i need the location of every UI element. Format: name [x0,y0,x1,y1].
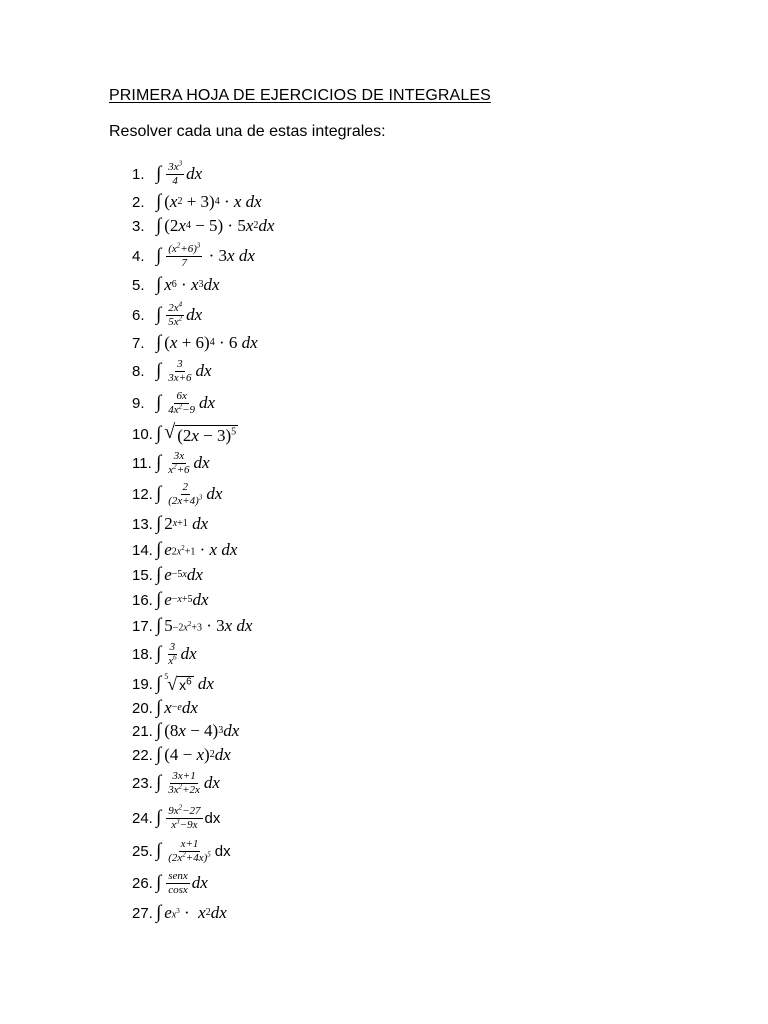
integral-expression: ∫ ( x + 6) 4 · 6 dx [156,332,258,353]
exercise-number: 12. [132,485,153,503]
integral-expression: ∫ $\frac{x+1}{(2x^2+4x)^5}$ dx [156,837,231,864]
exercise-number: 4. [132,247,145,265]
exercise-item [132,743,231,767]
integral-expression: ∫ e $x^3$ · x 2 dx [156,902,227,923]
exercise-item [132,299,203,328]
integral-expression: ∫ $\frac{3x}{x^2+6}$ dx [156,449,210,476]
exercise-item [132,696,198,720]
exercise-number: 23. [132,774,153,792]
integral-expression: ∫ $\frac{\text{senx}}{\cos x}$ dx [156,869,208,896]
integral-expression: ∫ x 6 · x 3 dx [156,274,220,295]
integral-expression: ∫ (4 − x ) 2 dx [156,744,231,765]
exercise-item [132,190,262,214]
exercise-number: 17. [132,617,153,635]
exercise-item [132,422,238,446]
integral-expression: ∫ (8 x − 4) 3 dx [156,720,240,741]
integral-expression: ∫ $\frac{(x^2+6)^3}{7}$ · 3 x dx [156,240,255,269]
exercise-item [132,331,258,355]
exercise-item [132,391,215,415]
integral-expression: ∫ e −5x dx [156,564,203,585]
exercise-number: 26. [132,874,153,892]
exercise-item [132,588,209,612]
exercise-item [132,538,237,562]
exercise-number: 21. [132,722,153,740]
integral-expression: ∫ √ $(2x - 3)^5$ [156,421,237,445]
exercise-number: 14. [132,541,153,559]
exercise-item [132,359,212,383]
exercise-number: 5. [132,276,145,294]
integral-expression: ∫ 5 $-2x^2+3$ · 3 x dx [156,615,253,636]
exercise-item [132,273,220,297]
exercise-item [132,771,220,795]
exercise-number: 3. [132,217,145,235]
exercise-number: 6. [132,306,145,324]
exercise-item [132,901,227,925]
integral-expression: ∫ $\frac{3}{x^6}$ dx [156,640,197,667]
integral-expression: ∫ 5 √ $x^6$ dx [156,671,214,694]
exercise-item [132,719,239,743]
exercise-number: 19. [132,675,153,693]
exercise-number: 11. [132,454,152,472]
exercise-item [132,871,208,895]
integral-expression: ∫ $\frac{3}{3x+6}$ dx [156,357,212,384]
exercise-item [132,672,214,696]
exercise-item [132,482,222,506]
exercise-number: 16. [132,591,153,609]
integral-expression: ∫ x −e dx [156,697,198,718]
integral-expression: ∫ $\frac{2}{(2x+4)^3}$ dx [156,480,223,507]
integral-expression: ∫ $\frac{6x}{4x^2-9}$ dx [156,389,216,416]
exercise-item [132,451,210,475]
exercise-item [132,158,203,187]
exercise-item [132,802,221,831]
exercise-number: 10. [132,425,153,443]
exercise-number: 22. [132,746,153,764]
exercise-number: 27. [132,904,153,922]
integral-expression: ∫ $\frac{9x^2-27}{x^3-9x}$ dx [156,802,221,831]
exercise-number: 2. [132,193,145,211]
integral-expression: ∫ $\frac{3x^3}{4}$ dx [156,158,203,187]
integral-expression: ∫ 2 x+1 dx [156,513,209,534]
page-title: PRIMERA HOJA DE EJERCICIOS DE INTEGRALES [109,87,491,104]
integral-expression: ∫ (2 x 4 − 5) · 5 x 2 dx [156,215,275,236]
exercise-number: 24. [132,809,153,827]
exercise-number: 1. [132,165,145,183]
exercise-number: 9. [132,394,145,412]
instructions: Resolver cada una de estas integrales: [109,123,386,140]
exercise-number: 7. [132,334,145,352]
exercise-item [132,240,255,269]
exercise-number: 13. [132,515,153,533]
exercise-item [132,614,252,638]
integral-expression: ∫ $\frac{2x^4}{5x^2}$ dx [156,299,203,328]
exercise-number: 8. [132,362,145,380]
exercise-number: 15. [132,566,153,584]
integral-expression: ∫ e $2x^2+1$ · x dx [156,539,238,560]
exercise-item [132,563,203,587]
exercise-item [132,642,197,666]
integral-expression: ∫ ( x 2 + 3) 4 · x dx [156,191,262,212]
integral-expression: ∫ e −x+5 dx [156,589,209,610]
exercise-item [132,214,274,238]
exercise-item [132,839,231,863]
exercise-number: 20. [132,699,153,717]
exercise-number: 25. [132,842,153,860]
integral-expression: ∫ $\frac{3x+1}{3x^2+2x}$ dx [156,769,220,796]
exercise-item [132,512,208,536]
exercise-number: 18. [132,645,153,663]
